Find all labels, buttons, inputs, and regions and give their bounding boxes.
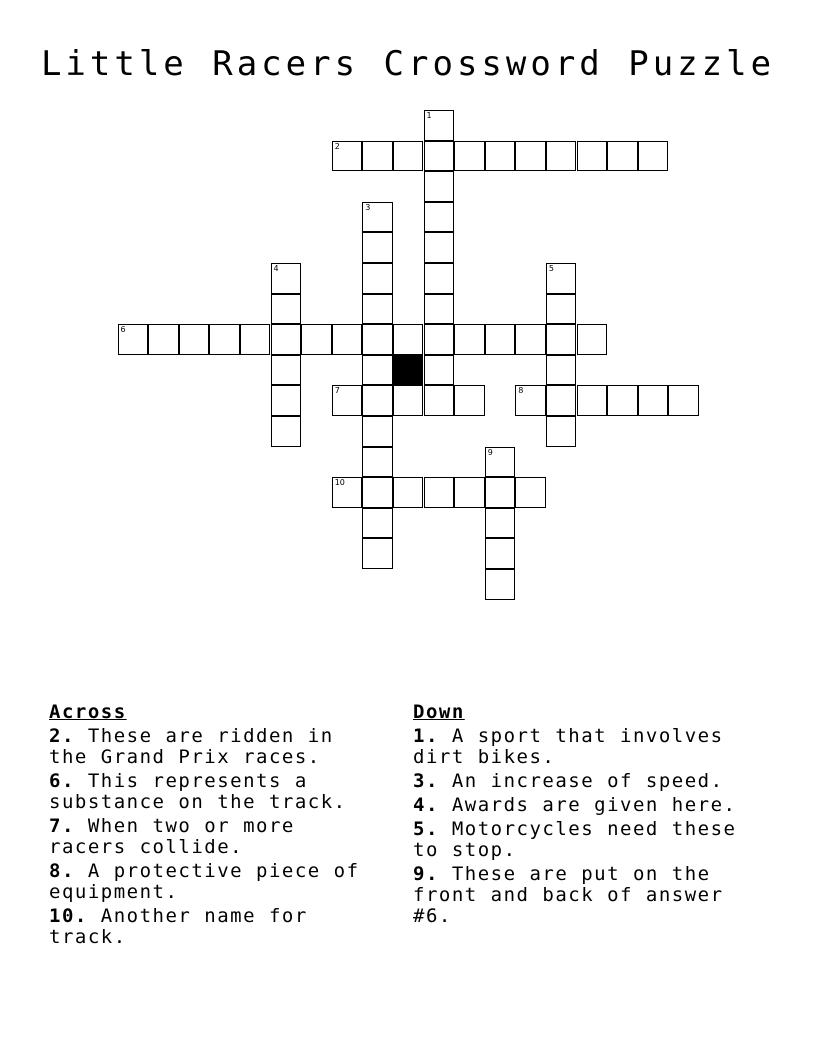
grid-cell[interactable] (485, 447, 516, 478)
grid-cell[interactable] (515, 141, 546, 172)
grid-cell[interactable] (179, 324, 210, 355)
clue-number-label: 5 (548, 264, 554, 273)
grid-cell[interactable] (515, 385, 546, 416)
down-clue (413, 819, 758, 861)
grid-cell[interactable] (485, 569, 516, 600)
grid-cell[interactable] (362, 263, 393, 294)
clue-text: Another name for track. (49, 905, 308, 948)
grid-cell[interactable] (424, 202, 455, 233)
clue-text: A protective piece of equipment. (49, 860, 360, 903)
grid-cell[interactable] (271, 355, 302, 386)
grid-cell[interactable] (393, 385, 424, 416)
grid-cell[interactable] (424, 294, 455, 325)
across-clue (49, 816, 379, 858)
clue-text: When two or more racers collide. (49, 815, 295, 858)
black-square (393, 355, 424, 386)
grid-cell[interactable] (546, 324, 577, 355)
grid-cell[interactable] (271, 324, 302, 355)
grid-cell[interactable] (485, 508, 516, 539)
grid-cell[interactable] (607, 385, 638, 416)
clue-number: 4. (413, 794, 439, 816)
grid-cell[interactable] (454, 141, 485, 172)
grid-cell[interactable] (362, 416, 393, 447)
grid-cell[interactable] (607, 141, 638, 172)
grid-cell[interactable] (485, 141, 516, 172)
down-heading: Down (413, 701, 465, 723)
grid-cell[interactable] (209, 324, 240, 355)
grid-cell[interactable] (118, 324, 149, 355)
grid-cell[interactable] (240, 324, 271, 355)
grid-cell[interactable] (148, 324, 179, 355)
grid-cell[interactable] (424, 141, 455, 172)
grid-cell[interactable] (362, 324, 393, 355)
grid-cell[interactable] (424, 355, 455, 386)
grid-cell[interactable] (546, 141, 577, 172)
grid-cell[interactable] (424, 385, 455, 416)
down-clues (413, 702, 758, 930)
grid-cell[interactable] (271, 263, 302, 294)
grid-cell[interactable] (668, 385, 699, 416)
clue-number-label: 9 (487, 447, 493, 457)
clue-number: 3. (413, 770, 439, 792)
grid-cell[interactable] (332, 477, 363, 508)
grid-cell[interactable] (454, 385, 485, 416)
grid-cell[interactable] (362, 141, 393, 172)
grid-cell[interactable] (362, 294, 393, 325)
grid-cell[interactable] (546, 263, 577, 294)
clue-text: Awards are given here. (451, 794, 737, 816)
grid-cell[interactable] (546, 294, 577, 325)
grid-cell[interactable] (638, 141, 669, 172)
clue-number: 6. (49, 770, 75, 792)
clue-text: An increase of speed. (451, 770, 724, 792)
clue-number: 10. (49, 905, 88, 927)
clue-number: 2. (49, 725, 75, 747)
grid-cell[interactable] (424, 324, 455, 355)
clue-number: 1. (413, 725, 439, 747)
clue-number-label: 2 (334, 141, 340, 151)
across-clues (49, 702, 379, 951)
clue-number: 5. (413, 818, 439, 840)
grid-cell[interactable] (638, 385, 669, 416)
grid-cell[interactable] (393, 477, 424, 508)
grid-cell[interactable] (424, 171, 455, 202)
grid-cell[interactable] (546, 355, 577, 386)
grid-cell[interactable] (362, 447, 393, 478)
grid-cell[interactable] (546, 416, 577, 447)
down-clue (413, 726, 758, 768)
grid-cell[interactable] (485, 477, 516, 508)
grid-cell[interactable] (515, 477, 546, 508)
grid-cell[interactable] (362, 202, 393, 233)
grid-cell[interactable] (271, 294, 302, 325)
clue-number-label: 3 (365, 202, 371, 212)
grid-cell[interactable] (332, 141, 363, 172)
grid-cell[interactable] (393, 141, 424, 172)
grid-cell[interactable] (362, 538, 393, 569)
clue-number-label: 8 (518, 386, 524, 396)
clue-text: This represents a substance on the track. (49, 770, 347, 813)
grid-cell[interactable] (271, 416, 302, 447)
across-clue (49, 771, 379, 813)
clue-number-label: 6 (120, 325, 126, 335)
grid-cell[interactable] (332, 324, 363, 355)
clue-text: These are put on the front and back of answer #6. (413, 863, 724, 927)
across-clue (49, 861, 379, 903)
across-clue (49, 726, 379, 768)
grid-cell[interactable] (485, 538, 516, 569)
grid-cell[interactable] (362, 385, 393, 416)
down-clue (413, 864, 758, 927)
puzzle-title: Little Racers Crossword Puzzle (40, 44, 776, 84)
grid-cell[interactable] (577, 324, 608, 355)
clue-number: 8. (49, 860, 75, 882)
grid-cell[interactable] (515, 324, 546, 355)
clue-text: Motorcycles need these to stop. (413, 818, 737, 861)
grid-cell[interactable] (362, 477, 393, 508)
clue-text: A sport that involves dirt bikes. (413, 725, 724, 768)
grid-cell[interactable] (424, 477, 455, 508)
clue-number: 9. (413, 863, 439, 885)
across-heading: Across (49, 701, 127, 723)
grid-cell[interactable] (577, 141, 608, 172)
grid-cell[interactable] (454, 324, 485, 355)
clue-number-label: 1 (426, 111, 432, 120)
down-clue (413, 771, 758, 792)
grid-cell[interactable] (424, 232, 455, 263)
clue-number: 7. (49, 815, 75, 837)
grid-cell[interactable] (362, 508, 393, 539)
grid-cell[interactable] (485, 324, 516, 355)
grid-cell[interactable] (332, 385, 363, 416)
grid-cell[interactable] (424, 110, 455, 141)
grid-cell[interactable] (362, 355, 393, 386)
grid-cell[interactable] (424, 263, 455, 294)
clue-number-label: 7 (334, 386, 340, 396)
grid-cell[interactable] (454, 477, 485, 508)
clue-number-label: 4 (273, 264, 279, 273)
grid-cell[interactable] (301, 324, 332, 355)
grid-cell[interactable] (362, 232, 393, 263)
grid-cell[interactable] (577, 385, 608, 416)
clue-text: These are ridden in the Grand Prix races. (49, 725, 334, 768)
grid-cell[interactable] (271, 385, 302, 416)
grid-cell[interactable] (546, 385, 577, 416)
down-clue (413, 795, 758, 816)
clue-number-label: 10 (334, 478, 345, 488)
grid-cell[interactable] (393, 324, 424, 355)
across-clue (49, 906, 379, 948)
